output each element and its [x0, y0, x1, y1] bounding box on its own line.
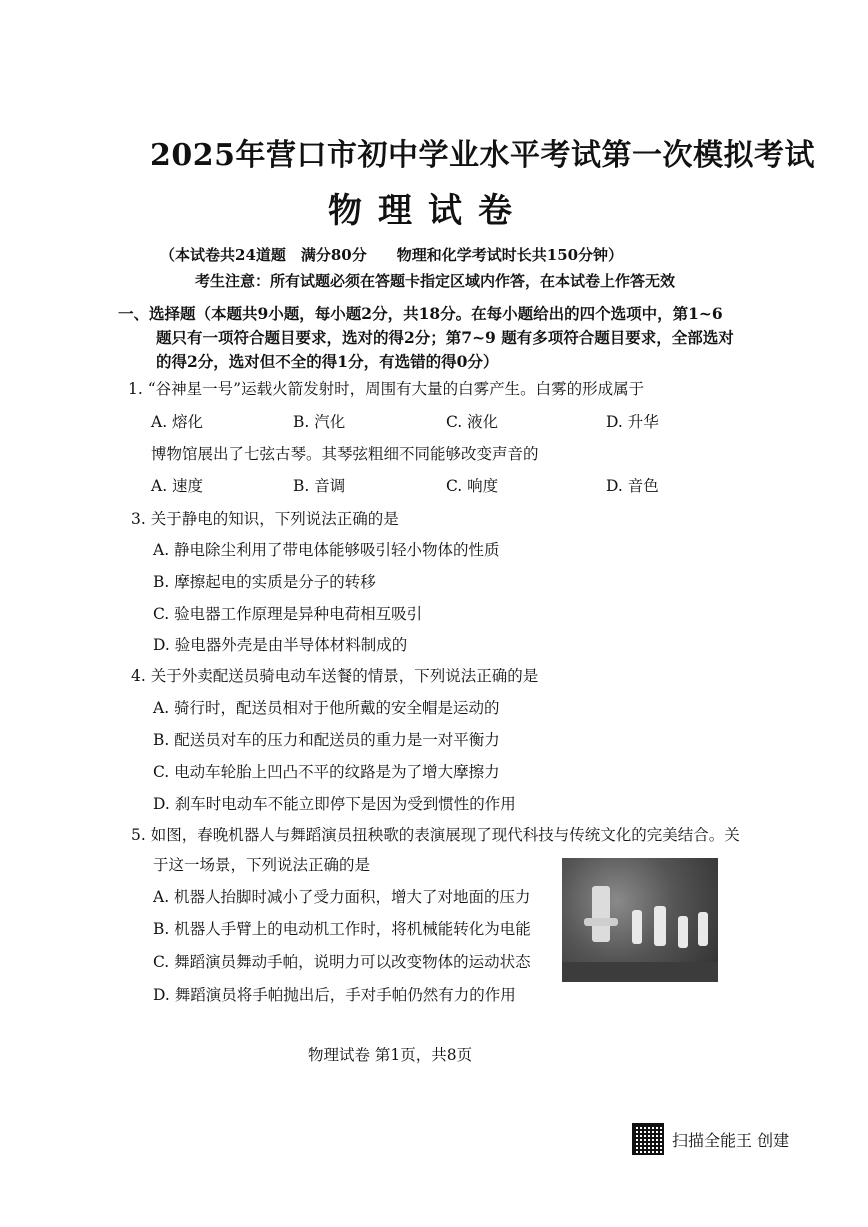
q5-option-d: D. 舞蹈演员将手帕抛出后，手对手帕仍然有力的作用 — [153, 986, 516, 1004]
q1-option-a: A. 熔化 — [151, 413, 204, 431]
q2-option-a: A. 速度 — [151, 477, 204, 495]
q5-option-a: A. 机器人抬脚时减小了受力面积，增大了对地面的压力 — [153, 888, 531, 906]
q1-option-c: C. 液化 — [446, 413, 499, 431]
page-subtitle: 物理试卷 — [328, 191, 528, 231]
exam-info: （本试卷共24道题 满分80分 物理和化学考试时长共150分钟） — [160, 246, 624, 264]
q1-option-d: D. 升华 — [606, 413, 659, 431]
q1-stem: 1. “谷神星一号”运载火箭发射时，周围有大量的白雾产生。白雾的形成属于 — [128, 380, 645, 398]
q4-stem: 4. 关于外卖配送员骑电动车送餐的情景，下列说法正确的是 — [131, 667, 539, 685]
q4-option-d: D. 刹车时电动车不能立即停下是因为受到惯性的作用 — [153, 795, 516, 813]
q1-option-b: B. 汽化 — [293, 413, 346, 431]
q3-option-a: A. 静电除尘利用了带电体能够吸引轻小物体的性质 — [153, 541, 500, 559]
robot-dance-photo — [562, 858, 718, 982]
page-number: 物理试卷 第1页，共8页 — [308, 1046, 473, 1064]
dancer-figure — [678, 916, 688, 948]
q4-option-a: A. 骑行时，配送员相对于他所戴的安全帽是运动的 — [153, 699, 500, 717]
dancer-figure — [632, 910, 642, 944]
dancer-figure — [698, 912, 708, 946]
q5-option-b: B. 机器人手臂上的电动机工作时，将机械能转化为电能 — [153, 920, 531, 938]
robot-figure — [592, 886, 610, 942]
q2-option-b: B. 音调 — [293, 477, 346, 495]
q2-option-c: C. 响度 — [446, 477, 499, 495]
section1-line3: 的得2分，选对但不全的得1分，有选错的得0分） — [156, 352, 499, 371]
dancer-figure — [654, 906, 666, 946]
q3-stem: 3. 关于静电的知识，下列说法正确的是 — [131, 510, 399, 528]
q4-option-c: C. 电动车轮胎上凹凸不平的纹路是为了增大摩擦力 — [153, 763, 500, 781]
q3-option-c: C. 验电器工作原理是异种电荷相互吸引 — [153, 605, 423, 623]
robot-arms — [584, 918, 618, 926]
page-title: 2025年营口市初中学业水平考试第一次模拟考试 — [150, 138, 815, 173]
q5-stem-line2: 于这一场景，下列说法正确的是 — [153, 856, 371, 874]
q5-option-c: C. 舞蹈演员舞动手帕，说明力可以改变物体的运动状态 — [153, 953, 531, 971]
section1-line2: 题只有一项符合题目要求，选对的得2分；第7~9 题有多项符合题目要求，全部选对 — [156, 328, 734, 347]
q2-stem: 博物馆展出了七弦古琴。其琴弦粗细不同能够改变声音的 — [151, 445, 539, 463]
q3-option-d: D. 验电器外壳是由半导体材料制成的 — [153, 636, 408, 654]
exam-notice: 考生注意：所有试题必须在答题卡指定区域内作答，在本试卷上作答无效 — [195, 272, 676, 290]
scanner-watermark: 扫描全能王 创建 — [672, 1131, 790, 1150]
q3-option-b: B. 摩擦起电的实质是分子的转移 — [153, 573, 376, 591]
q5-stem-line1: 5. 如图，春晚机器人与舞蹈演员扭秧歌的表演展现了现代科技与传统文化的完美结合。关 — [131, 826, 740, 844]
qr-code-icon — [632, 1123, 664, 1155]
section1-line1: 一、选择题（本题共9小题，每小题2分，共18分。在每小题给出的四个选项中，第1~6 — [118, 304, 723, 323]
q4-option-b: B. 配送员对车的压力和配送员的重力是一对平衡力 — [153, 731, 500, 749]
stage-floor — [562, 962, 718, 982]
q2-option-d: D. 音色 — [606, 477, 659, 495]
